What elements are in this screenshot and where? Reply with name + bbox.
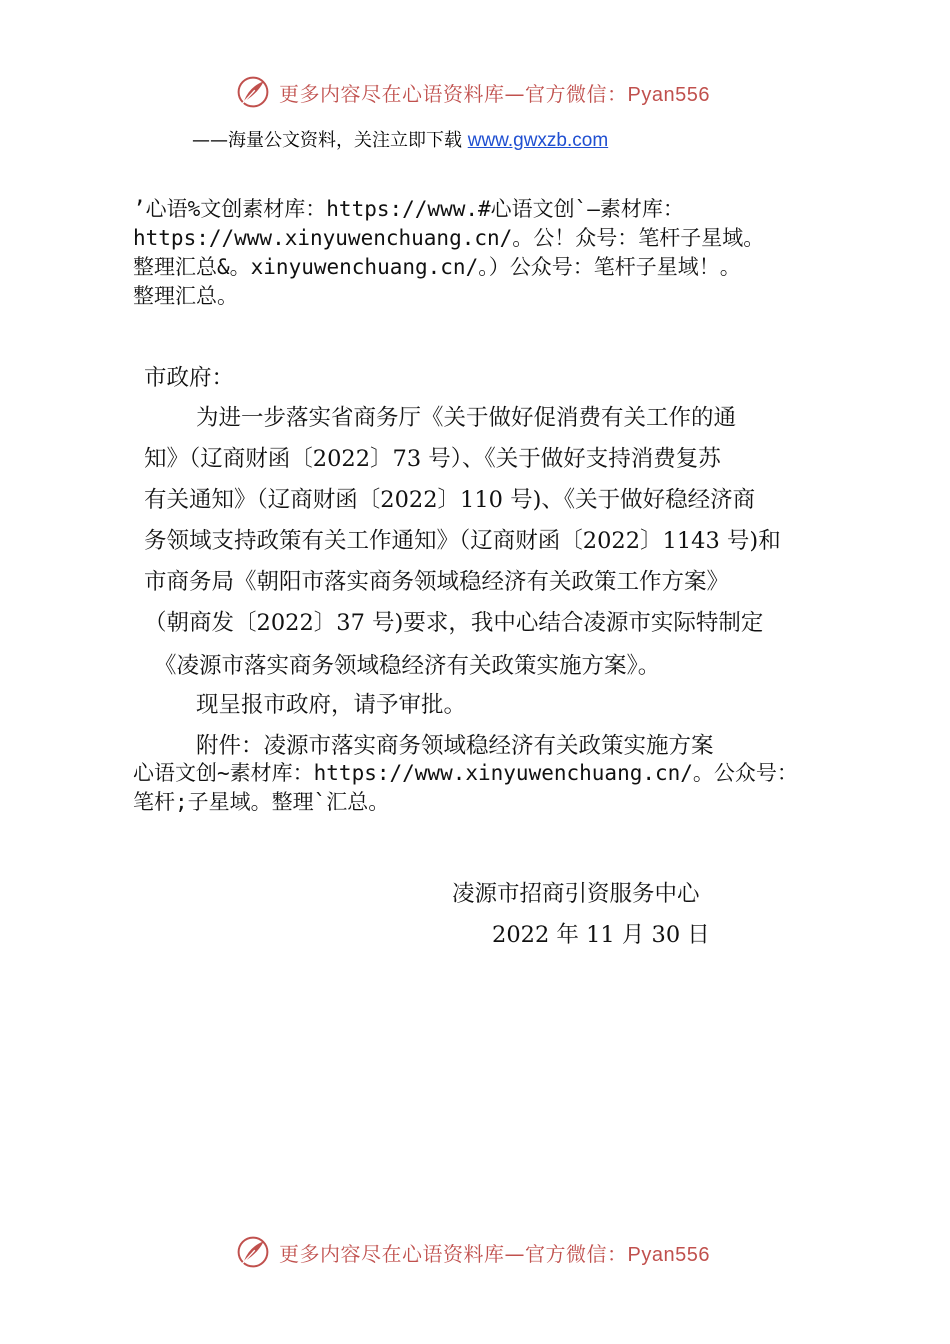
- subheader-text: ——海量公文资料，关注立即下载: [192, 130, 468, 151]
- body-line: 《凌源市落实商务领域稳经济有关政策实施方案》。: [154, 653, 661, 679]
- feather-pen-logo-icon: [235, 74, 271, 110]
- website-link[interactable]: www.gwxzb.com: [467, 130, 609, 151]
- attachment-line: 附件：凌源市落实商务领域稳经济有关政策实施方案: [196, 733, 714, 759]
- signature-org: 凌源市招商引资服务中心: [452, 881, 700, 907]
- body-line: 市商务局《朝阳市落实商务领域稳经济有关政策工作方案》: [144, 569, 730, 595]
- body-line: 务领域支持政策有关工作通知》（辽商财函〔2022〕1143 号)和: [144, 528, 781, 554]
- banner-text: 更多内容尽在心语资料库—官方微信：Pyan556: [279, 81, 710, 106]
- watermark-line: ’心语%文创素材库：https://www.#心语文创`—素材库：: [133, 197, 684, 221]
- watermark-line: https://www.xinyuwenchuang.cn/。公！众号：笔杆子星域。: [133, 226, 765, 250]
- footer-banner: [235, 1234, 710, 1270]
- watermark-line: 心语文创~素材库：https://www.xinyuwenchuang.cn/。公众号：: [133, 761, 798, 785]
- signature-date: 2022 年 11 月 30 日: [492, 922, 710, 948]
- body-line: 有关通知》（辽商财函〔2022〕110 号)、《关于做好稳经济商: [144, 487, 756, 513]
- watermark-line: 笔杆;子星域。整理`汇总。: [133, 790, 390, 814]
- body-line: 知》（辽商财函〔2022〕73 号）、《关于做好支持消费复苏: [144, 446, 721, 472]
- body-line: （朝商发〔2022〕37 号)要求，我中心结合凌源市实际特制定: [144, 610, 764, 636]
- watermark-line: 整理汇总&。xinyuwenchuang.cn/。）公众号：笔杆子星域！。: [133, 255, 741, 279]
- header-banner: [235, 74, 710, 110]
- request-line: 现呈报市政府，请予审批。: [196, 692, 467, 718]
- body-line: 为进一步落实省商务厅《关于做好促消费有关工作的通: [196, 405, 737, 431]
- feather-pen-logo-icon: [235, 1234, 271, 1270]
- subheader: [192, 126, 608, 152]
- salutation: 市政府：: [144, 365, 235, 391]
- watermark-line: 整理汇总。: [133, 284, 238, 308]
- banner-text: 更多内容尽在心语资料库—官方微信：Pyan556: [279, 1241, 710, 1266]
